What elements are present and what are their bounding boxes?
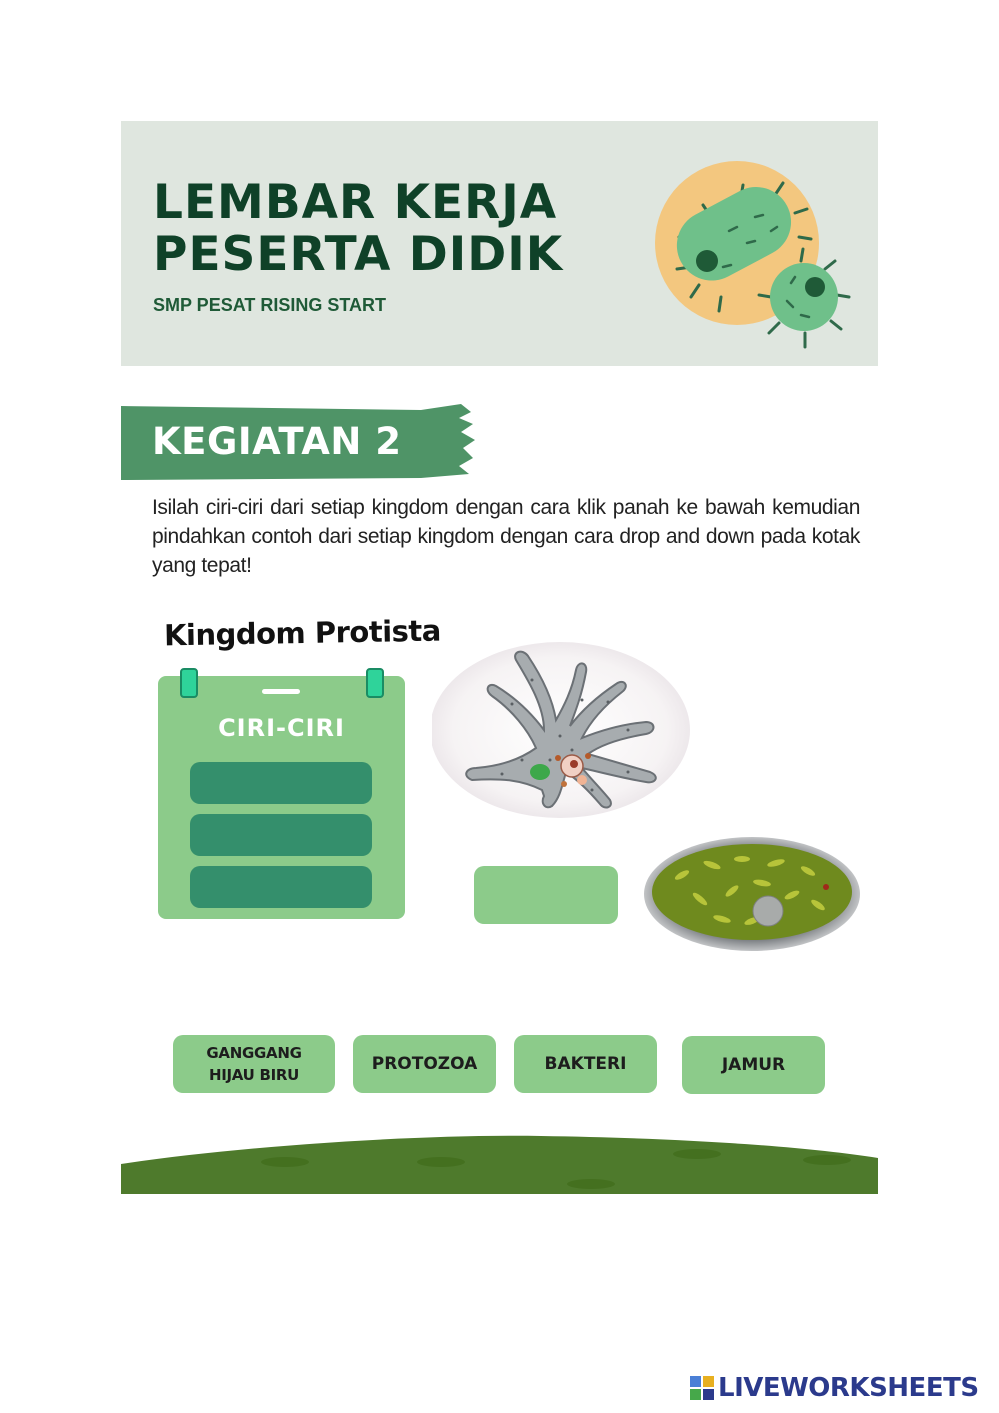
tile-label: GANGGANG HIJAU BIRU bbox=[206, 1044, 302, 1084]
tile-bakteri[interactable] bbox=[514, 1035, 657, 1093]
characteristic-dropdown-1[interactable] bbox=[190, 762, 372, 804]
title-line-1: LEMBAR KERJA bbox=[153, 175, 558, 230]
tile-label: JAMUR bbox=[721, 1055, 786, 1075]
page-title bbox=[153, 177, 653, 281]
liveworksheets-logo bbox=[690, 1372, 979, 1404]
board-title: CIRI-CIRI bbox=[218, 714, 345, 742]
characteristic-dropdown-3[interactable] bbox=[190, 866, 372, 908]
kingdom-title: Kingdom Protista bbox=[163, 613, 442, 653]
board-handle bbox=[262, 689, 300, 694]
tile-jamur[interactable] bbox=[682, 1036, 825, 1094]
tile-protozoa[interactable] bbox=[353, 1035, 496, 1093]
ground-decoration bbox=[121, 1128, 878, 1194]
brand-name: LIVEWORKSHEETS bbox=[718, 1373, 979, 1403]
tile-label: PROTOZOA bbox=[371, 1054, 478, 1074]
title-line-2: PESERTA DIDIK bbox=[153, 227, 564, 282]
characteristic-dropdown-2[interactable] bbox=[190, 814, 372, 856]
activity-label: KEGIATAN 2 bbox=[152, 420, 402, 463]
tile-label: BAKTERI bbox=[544, 1054, 627, 1074]
tile-ganggang-hijau-biru[interactable] bbox=[173, 1035, 335, 1093]
bacteria-illustration bbox=[651, 157, 851, 357]
example-drop-box[interactable] bbox=[474, 866, 618, 924]
protist-cell-image bbox=[642, 835, 862, 953]
characteristics-board bbox=[158, 676, 405, 919]
liveworksheets-grid-icon bbox=[690, 1376, 714, 1400]
clip-left-icon bbox=[180, 668, 198, 698]
instructions-text: Isilah ciri-ciri dari setiap kingdom dengan cara klik panah ke bawah kemudian pindahkan contoh dari setiap kingdom dengan cara drop and down pada kotak yang tepat! bbox=[152, 496, 860, 577]
school-name: SMP PESAT RISING START bbox=[153, 295, 387, 315]
amoeba-image bbox=[432, 640, 696, 820]
header-banner bbox=[121, 121, 878, 366]
clip-right-icon bbox=[366, 668, 384, 698]
